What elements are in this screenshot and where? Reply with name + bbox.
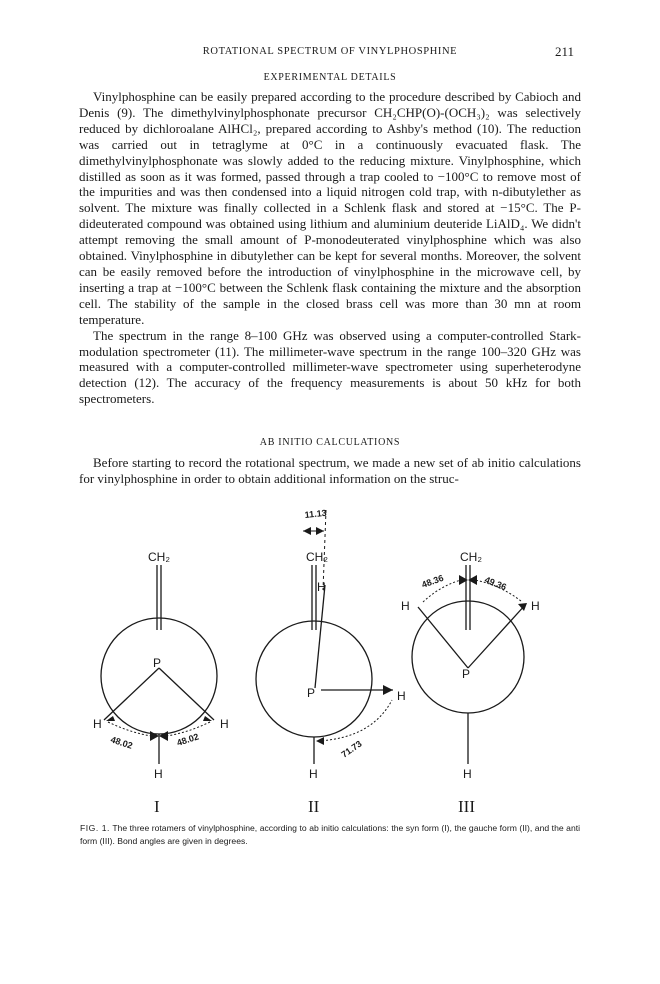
rotamer-anti: [401, 550, 540, 816]
rotamer-2-top-arrow-left: [303, 527, 311, 535]
rotamer-2-bottom-h: H: [309, 767, 318, 781]
rotamer-2-angle-top: 11.13: [304, 507, 328, 520]
rotamer-3-bond-left-h: [418, 607, 468, 668]
rotamer-1-ch2-label: CH₂: [148, 550, 170, 564]
rotamer-1-circle: [101, 618, 217, 734]
rotamer-1-angle-arc-left: [108, 722, 152, 736]
rotamer-3-bottom-h: H: [463, 767, 472, 781]
running-title: ROTATIONAL SPECTRUM OF VINYLPHOSPHINE: [202, 46, 458, 57]
rotamer-3-right-h: H: [531, 599, 540, 613]
ab-initio-paragraph-1: Before starting to record the rotational spectrum, we made a new set of ab initio calculations for vinylphosphine in order to obtain additional information on the struc-: [79, 455, 581, 486]
rotamer-2-right-h: H: [397, 689, 406, 703]
rotamer-syn: [93, 550, 229, 816]
rotamer-2-arrow-right-h: [383, 685, 393, 695]
rotamer-1-right-h: H: [220, 717, 229, 731]
rotamer-3-bond-right-h: [468, 604, 526, 668]
rotamer-3-circle: [412, 601, 524, 713]
rotamer-gauche: [256, 508, 406, 816]
figure-caption: [80, 822, 580, 848]
rotamer-1-left-h: H: [93, 717, 102, 731]
rotamer-2-angle-bottom: 71.73: [339, 738, 364, 760]
rotamer-2-p-label: P: [307, 686, 316, 700]
rotamer-1-bond-left-h: [104, 668, 159, 720]
caption-text: The three rotamers of vinylphosphine, according to ab initio calculations: the syn form (I), the gauche form (II), and the anti form (III). Bond angles are given in degrees.: [80, 823, 581, 846]
rotamer-3-arrow-right-h: [518, 603, 527, 611]
rotamer-1-angle-right: 48.02: [175, 731, 201, 748]
rotamer-3-left-h: H: [401, 599, 410, 613]
rotamer-2-top-arrow-right: [316, 527, 324, 535]
rotamers-figure: [0, 500, 660, 818]
rotamer-3-angle-left: 48.36: [420, 572, 445, 590]
rotamer-2-arc-arrow: [316, 737, 324, 745]
rotamer-2-ch2-label: CH₂: [306, 550, 328, 564]
page-number: 211: [554, 44, 574, 59]
experimental-details-heading: EXPERIMENTAL DETAILS: [263, 72, 397, 83]
rotamer-3-p-label: P: [462, 667, 471, 681]
experimental-paragraph-2: The spectrum in the range 8–100 GHz was observed using a computer-controlled Stark-modulation spectrometer (11). The millimeter-wave spectrum in the range 100–320 GHz was measured with a computer-controlled millimeter-wave spectrometer using superheterodyne detection (12). The accuracy of the frequency measurements is about 50 kHz for both spectrometers.: [79, 327, 581, 407]
experimental-paragraph-1: Vinylphosphine can be easily prepared according to the procedure described by Cabioch and Denis (9). The dimethylvinylphosphonate precursor CH₂CHP(O)-(OCH₃)₂ was selectively reduced by dichloroalane AlHCl₂, prepared according to Ashby's method (10). The reduction was carried out in tetraglyme at 0°C in a continuously evacuated flask. The dimethylvinylphosphonate was slowly added to the reducing mixture. Vinylphosphine, which distilled as soon as it was formed, passed through a trap cooled to −100°C to remove most of the impurities and was then condensed into a liquid nitrogen cold trap, with n-dibutylether as solvent. The mixture was finally collected in a Schlenk flask and stored at −15°C. The P-dideuterated compound was obtained using lithium and aluminium deuteride LiAlD₄. We didn't attempt removing the small amount of P-monodeuterated vinylphosphine which was also obtained. Vinylphosphine in dibutylether can be kept for several months. Moreover, the solvent can be easily removed before the introduction of vinylphosphine in the microwave cell, by inserting a trap at −100°C between the Schlenk flask containing the mixture and the absorption cell. The stability of the sample in the closed brass cell was more than 30 mn at room temperature.: [79, 89, 581, 327]
rotamer-2-top-h: H: [317, 580, 326, 594]
experimental-text: [79, 89, 581, 407]
rotamer-1-angle-left: 48.02: [109, 734, 134, 751]
rotamer-2-numeral: II: [308, 797, 320, 816]
rotamer-3-angle-arrows: [459, 575, 477, 585]
rotamer-1-bottom-h: H: [154, 767, 163, 781]
rotamer-1-p-label: P: [153, 656, 162, 670]
rotamer-3-numeral: III: [458, 797, 475, 816]
ab-initio-text: [79, 455, 581, 487]
rotamer-3-angle-right: 49.36: [483, 574, 508, 593]
rotamer-1-bond-right-h: [159, 668, 214, 720]
caption-label: FIG. 1.: [80, 823, 110, 833]
rotamer-1-numeral: I: [154, 797, 160, 816]
rotamer-2-circle: [256, 621, 372, 737]
ab-initio-heading: AB INITIO CALCULATIONS: [259, 437, 401, 448]
rotamer-3-ch2-label: CH₂: [460, 550, 482, 564]
